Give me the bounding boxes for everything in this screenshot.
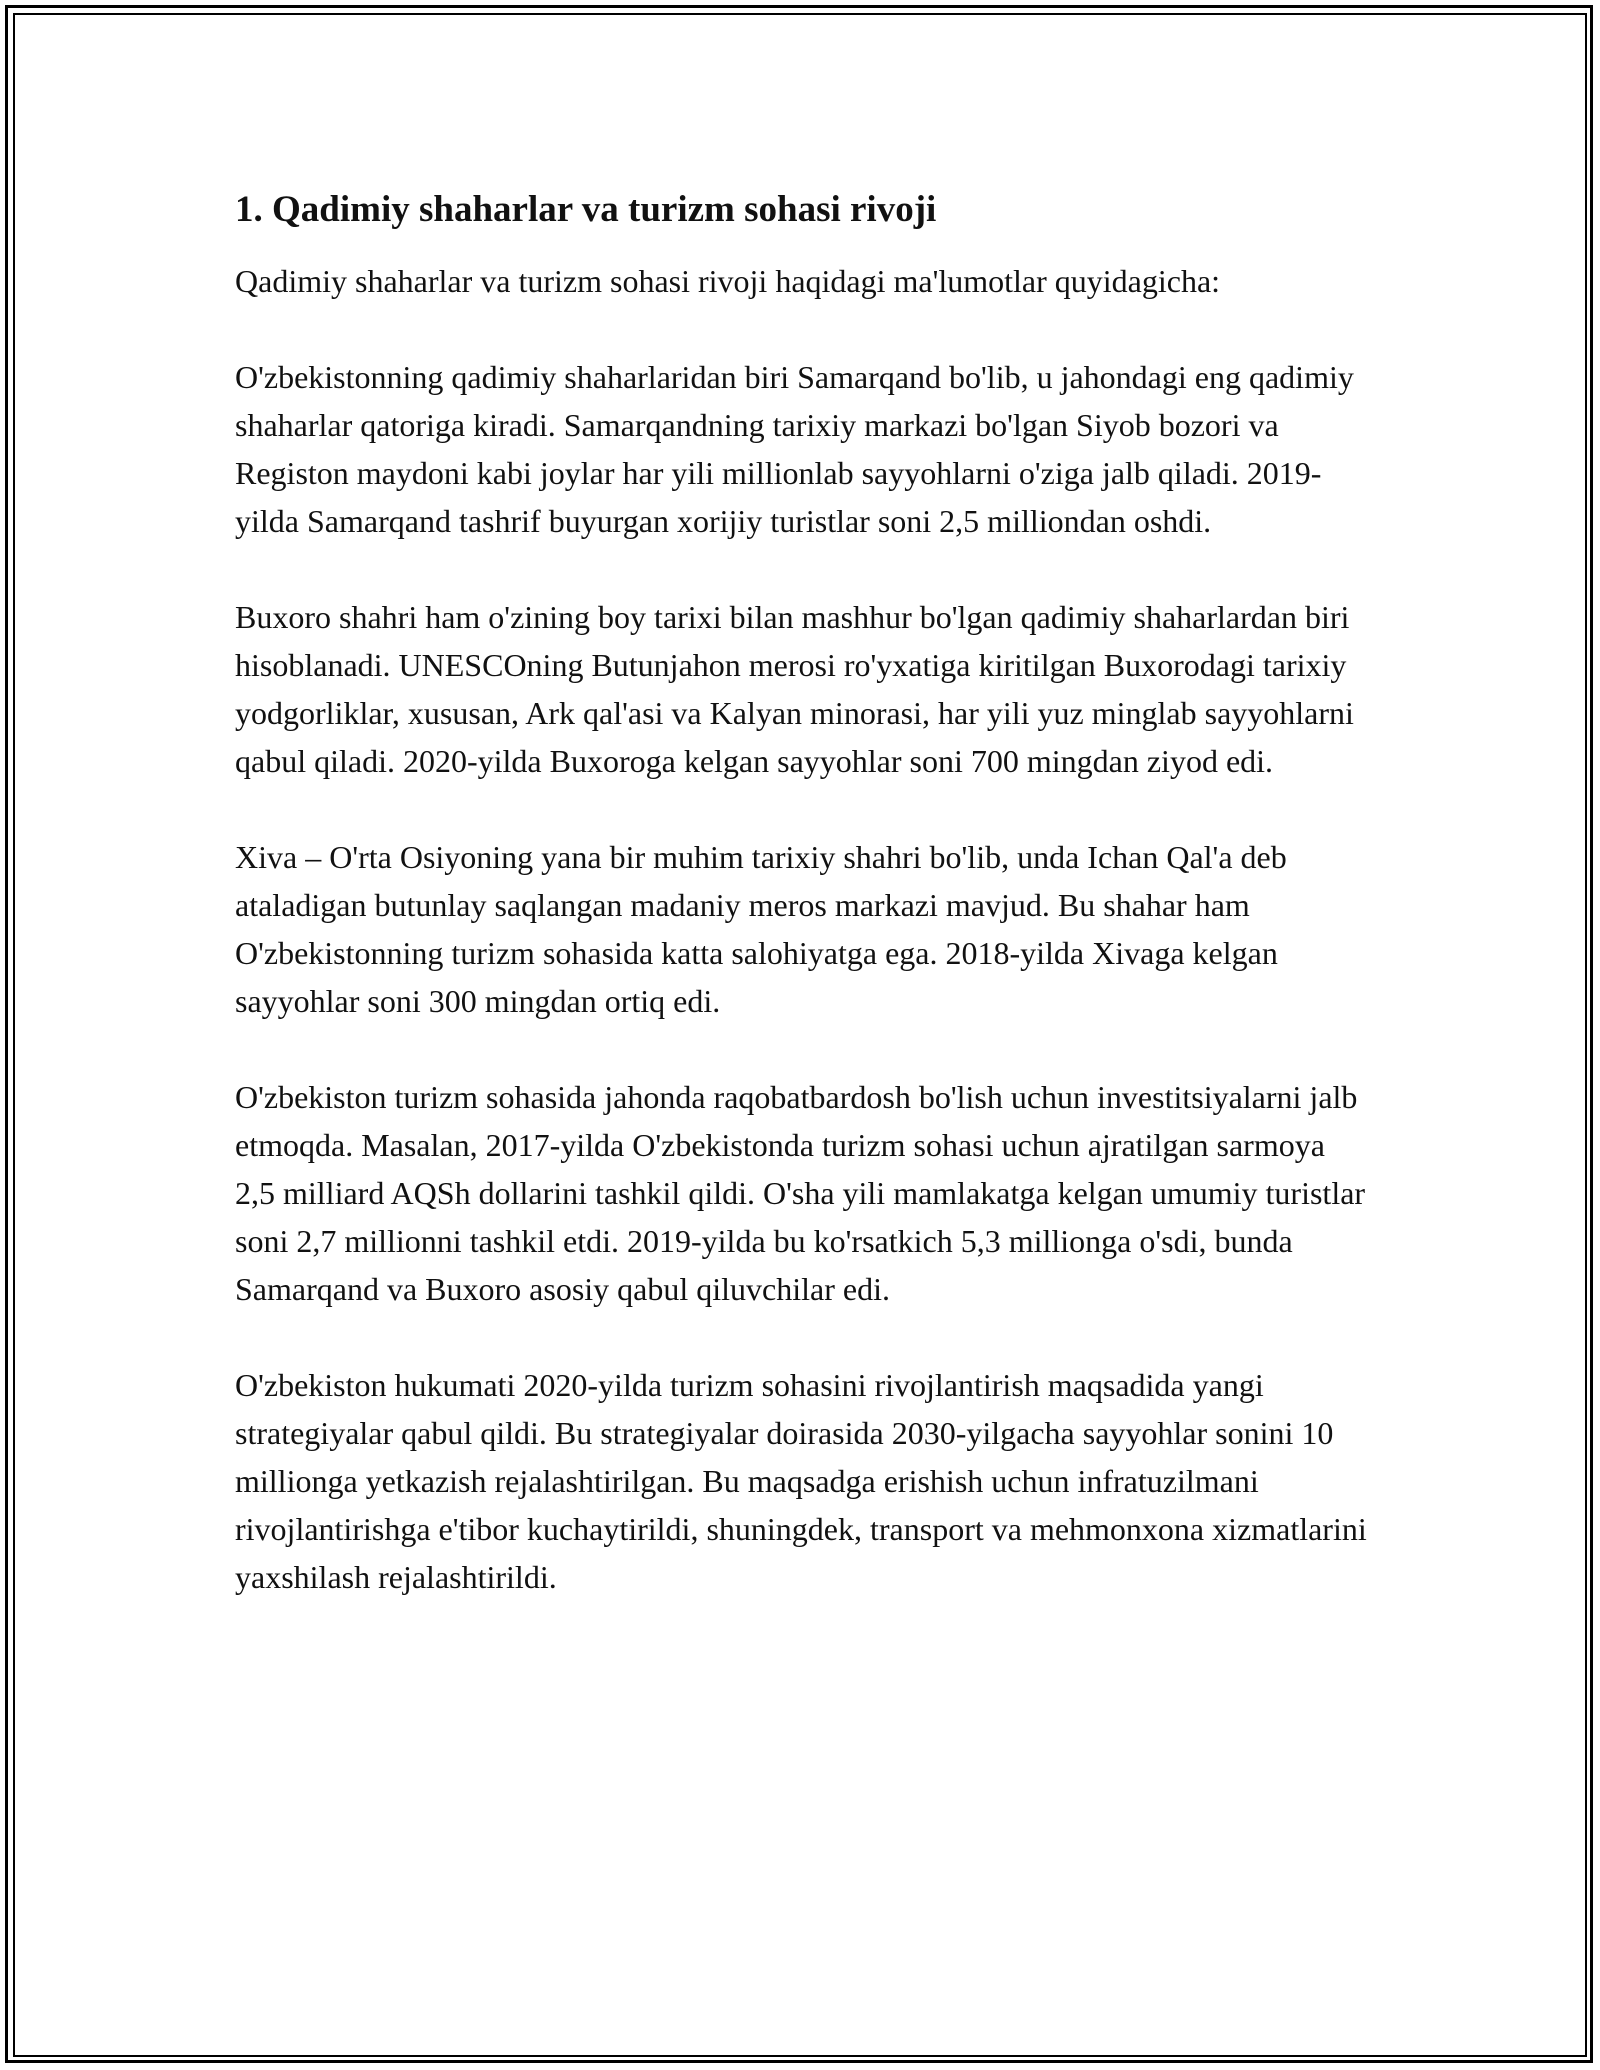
paragraph-investments: O'zbekiston turizm sohasida jahonda raqobatbardosh bo'lish uchun investitsiyalarni jalb etmoqda. Masalan, 2017-yilda O'zbekistonda turizm sohasi uchun ajratilgan sarmoya 2,5 milliard AQSh dollarini tashkil qildi. O'sha yili mamlakatga kelgan umumiy turistlar soni 2,7 millionni tashkil etdi. 2019-yilda bu ko'rsatkich 5,3 millionga o'sdi, bunda Samarqand va Buxoro asosiy qabul qiluvchilar edi. — [235, 1079, 1366, 1307]
paragraph-samarqand: O'zbekistonning qadimiy shaharlaridan biri Samarqand bo'lib, u jahondagi eng qadimiy shaharlar qatoriga kiradi. Samarqandning tarixiy markazi bo'lgan Siyob bozori va Registon maydoni kabi joylar har yili millionlab sayyohlarni o'ziga jalb qiladi. 2019-yilda Samarqand tashrif buyurgan xorijiy turistlar soni 2,5 milliondan oshdi. — [235, 359, 1354, 539]
paragraph-buxoro: Buxoro shahri ham o'zining boy tarixi bilan mashhur bo'lgan qadimiy shaharlardan biri hisoblanadi. UNESCOning Butunjahon merosi ro'yxatiga kiritilgan Buxorodagi tarixiy yodgorliklar, xususan, Ark qal'asi va Kalyan minorasi, har yili yuz minglab sayyohlarni qabul qiladi. 2020-yilda Buxoroga kelgan sayyohlar soni 700 mingdan ziyod edi. — [235, 599, 1354, 779]
paragraph-xiva: Xiva – O'rta Osiyoning yana bir muhim tarixiy shahri bo'lib, unda Ichan Qal'a deb ataladigan butunlay saqlangan madaniy meros markazi mavjud. Bu shahar ham O'zbekistonning turizm sohasida katta salohiyatga ega. 2018-yilda Xivaga kelgan sayyohlar soni 300 mingdan ortiq edi. — [235, 839, 1287, 1019]
intro-paragraph: Qadimiy shaharlar va turizm sohasi rivoji haqidagi ma'lumotlar quyidagicha: — [235, 263, 1221, 299]
document-title: 1. Qadimiy shaharlar va turizm sohasi rivoji — [235, 189, 937, 230]
paragraph-strategy: O'zbekiston hukumati 2020-yilda turizm sohasini rivojlantirish maqsadida yangi strategiyalar qabul qildi. Bu strategiyalar doirasida 2030-yilgacha sayyohlar sonini 10 millionga yetkazish rejalashtirilgan. Bu maqsadga erishish uchun infratuzilmani rivojlantirishga e'tibor kuchaytirildi, shuningdek, transport va mehmonxona xizmatlarini yaxshilash rejalashtirildi. — [235, 1367, 1367, 1595]
document-body — [235, 185, 1370, 1649]
